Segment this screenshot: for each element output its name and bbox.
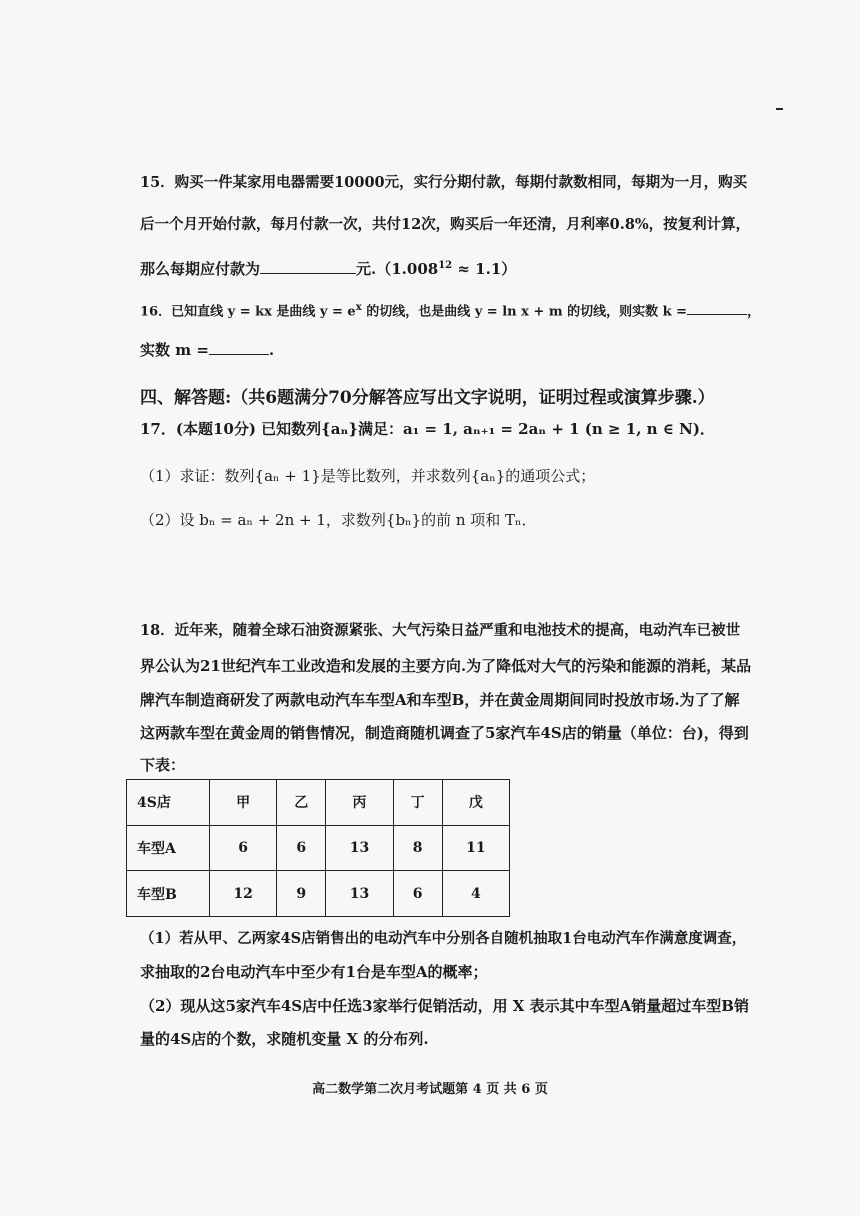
q18-part2-line1: （2）现从这5家汽车4S店中任选3家举行促销活动，用 X 表示其中车型A销量超过车型B销: [140, 997, 749, 1015]
q18-part2-line2: 量的4S店的个数，求随机变量 X 的分布列.: [140, 1030, 429, 1048]
table-cell: 乙: [277, 780, 326, 826]
table-cell: 丙: [326, 780, 393, 826]
q16-k-blank[interactable]: [687, 298, 747, 315]
table-cell: 13: [326, 871, 393, 917]
q15-line1: 15．购买一件某家用电器需要10000元，实行分期付款，每期付款数相同，每期为一月，购买: [140, 174, 748, 191]
q16-line2-end: .: [268, 341, 275, 359]
q15-exponent: 12: [438, 260, 453, 271]
table-row-model-b: [127, 871, 510, 917]
q18-line1: 18．近年来，随着全球石油资源紧张、大气污染日益严重和电池技术的提高，电动汽车已被世: [140, 622, 741, 639]
q16-line1-text: 16．已知直线 y = kx 是曲线 y = e: [140, 304, 356, 320]
table-cell: 4S店: [127, 780, 210, 826]
section-heading: 四、解答题:（共6题满分70分解答应写出文字说明，证明过程或演算步骤.）: [140, 388, 715, 408]
q15-line2: 后一个月开始付款，每月付款一次，共付12次，购买后一年还清，月利率0.8%，按复利计算，: [140, 216, 751, 233]
q15-line3-hint-end: ≈ 1.1）: [452, 260, 517, 278]
q17-part2: （2）设 bₙ = aₙ + 2n + 1，求数列{bₙ}的前 n 项和 Tₙ．: [140, 511, 537, 529]
corner-mark: [776, 108, 783, 110]
sales-table: [126, 779, 510, 917]
table-cell: 13: [326, 825, 393, 871]
q16-m-blank[interactable]: [209, 338, 269, 355]
q16-line2: [140, 338, 760, 361]
table-cell: 6: [277, 825, 326, 871]
q17-line1: 17．(本题10分) 已知数列{aₙ}满足：a₁ = 1, aₙ₊₁ = 2aₙ + 1 (n ≥ 1, n ∈ N)．: [140, 420, 715, 438]
table-cell: 丁: [393, 780, 442, 826]
q18-line2: 界公认为21世纪汽车工业改造和发展的主要方向.为了降低对大气的污染和能源的消耗，某品: [140, 657, 752, 675]
table-cell: 车型A: [127, 825, 210, 871]
q16-exponent: x: [355, 302, 362, 313]
table-cell: 6: [393, 871, 442, 917]
table-cell: 8: [393, 825, 442, 871]
q15-line3-text: 那么每期应付款为: [140, 260, 261, 278]
table-cell: 11: [442, 825, 509, 871]
table-cell: 12: [210, 871, 277, 917]
q16-line2-text: 实数 m =: [140, 341, 209, 359]
q18-line4: 这两款车型在黄金周的销售情况，制造商随机调查了5家汽车4S店的销量（单位：台)，得到: [140, 724, 749, 742]
q17-part1: （1）求证：数列{aₙ + 1}是等比数列，并求数列{aₙ}的通项公式；: [140, 467, 596, 485]
table-cell: 戊: [442, 780, 509, 826]
q16-line1-comma: ，: [747, 304, 761, 320]
q16-line1: [140, 297, 760, 323]
table-cell: 甲: [210, 780, 277, 826]
q18-line3: 牌汽车制造商研发了两款电动汽车车型A和车型B，并在黄金周期间同时投放市场.为了了解: [140, 691, 740, 709]
q18-part1-line1: （1）若从甲、乙两家4S店销售出的电动汽车中分别各自随机抽取1台电动汽车作满意度调查，: [140, 930, 747, 947]
q15-line3-hint: 元.（1.008: [356, 260, 439, 278]
table-cell: 车型B: [127, 871, 210, 917]
q16-line1-text2: 的切线，也是曲线 y = ln x + m 的切线，则实数 k =: [361, 304, 688, 320]
table-cell: 4: [442, 871, 509, 917]
q15-line3: [140, 255, 760, 280]
table-cell: 6: [210, 825, 277, 871]
q18-line5: 下表：: [140, 756, 186, 774]
table-cell: 9: [277, 871, 326, 917]
page-footer: 高二数学第二次月考试题第 4 页 共 6 页: [312, 1082, 548, 1097]
q18-part1-line2: 求抽取的2台电动汽车中至少有1台是车型A的概率；: [140, 963, 488, 981]
q15-answer-blank[interactable]: [260, 257, 356, 274]
table-row-header: [127, 780, 510, 826]
table-row-model-a: [127, 825, 510, 871]
